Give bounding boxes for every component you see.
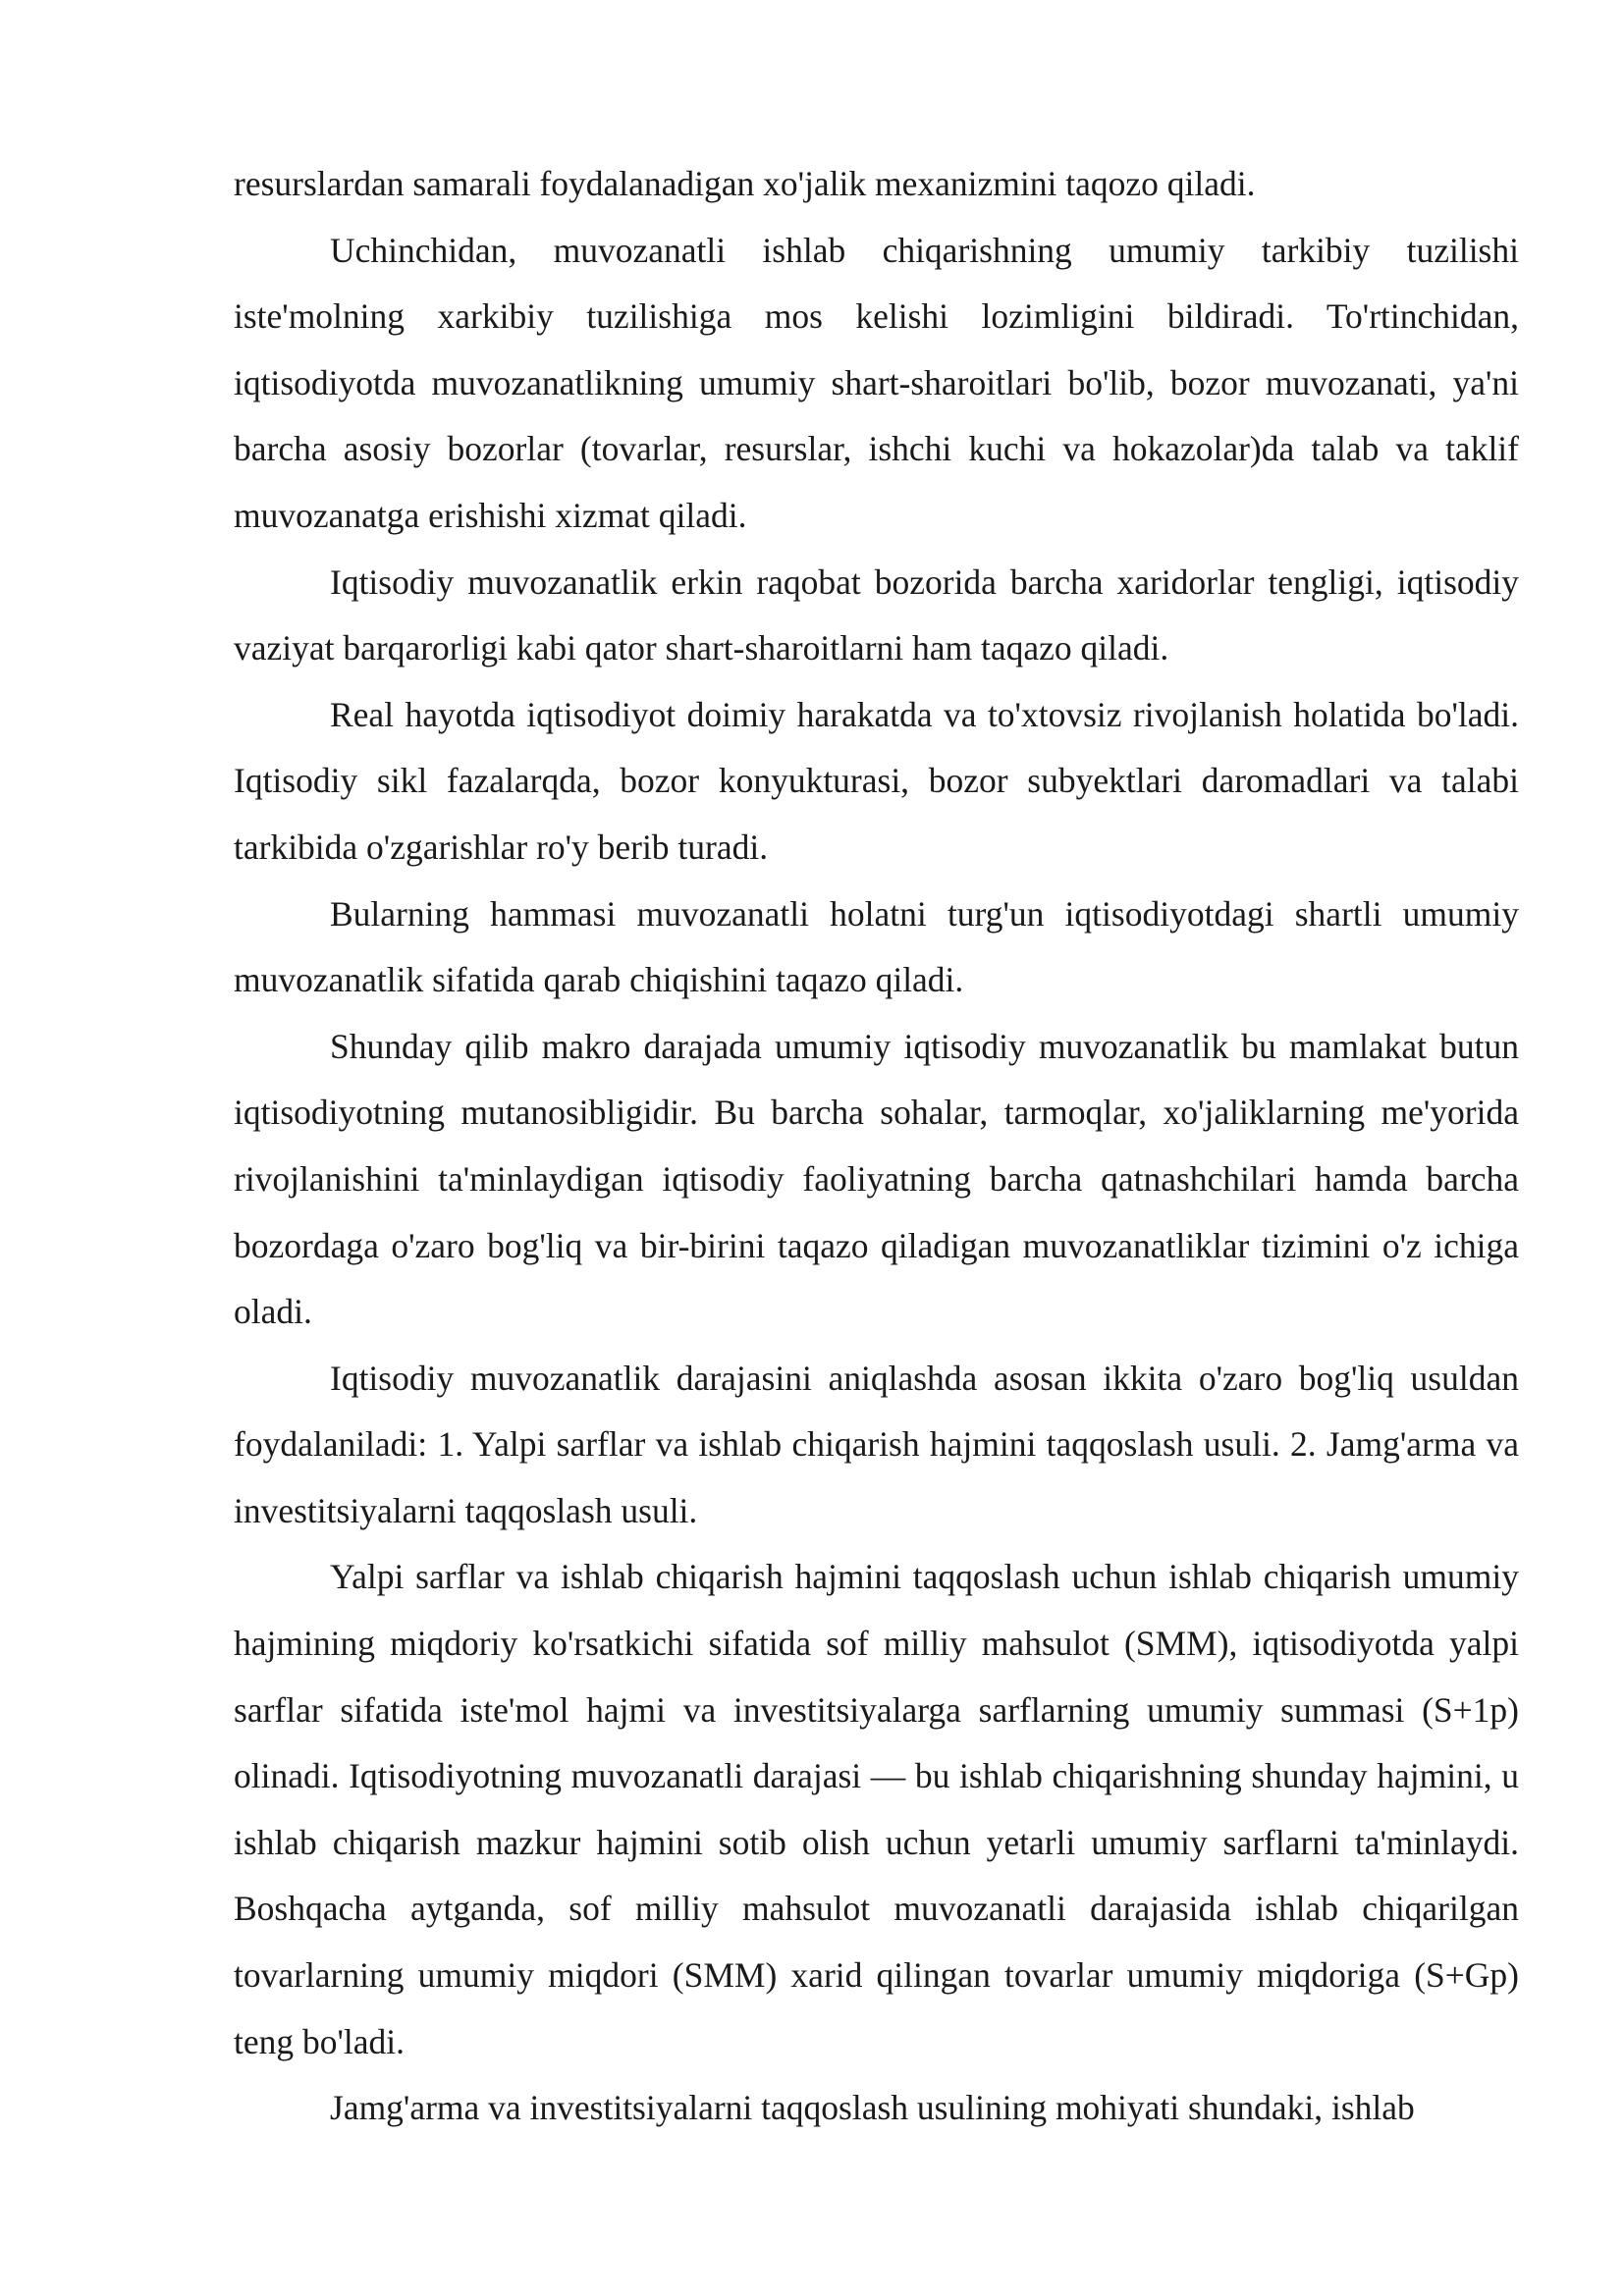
paragraph: Shunday qilib makro darajada umumiy iqtisodiy muvozanatlik bu mamlakat butun iqtisodiyotning mutanosibligidir. Bu barcha sohalar, tarmoqlar, xo'jaliklarning me'yorida rivojlanishini ta'minlaydigan iqtisodiy faoliyatning barcha qatnashchilari hamda barcha bozordaga o'zaro bog'liq va bir-birini taqazo qiladigan muvozanatliklar tizimini o'z ichiga oladi. [234,1026,1519,1332]
paragraph: Yalpi sarflar va ishlab chiqarish hajmini taqqoslash uchun ishlab chiqarish umumiy hajmining miqdoriy ko'rsatkichi sifatida sof milliy mahsulot (SMM), iqtisodiyotda yalpi sarflar sifatida iste'mol hajmi va investitsiyalarga sarflarning umumiy summasi (S+1p) olinadi. Iqtisodiyotning muvozanatli darajasi — bu ishlab chiqarishning shunday hajmini, u ishlab chiqarish mazkur hajmini sotib olish uchun yetarli umumiy sarflarni ta'minlaydi. Boshqacha aytganda, sof milliy mahsulot muvozanatli darajasida ishlab chiqarilgan tovarlarning umumiy miqdori (SMM) xarid qilingan tovarlar umumiy miqdoriga (S+Gp) teng bo'ladi. [234,1557,1519,2061]
paragraph: Bularning hammasi muvozanatli holatni turg'un iqtisodiyotdagi shartli umumiy muvozanatlik sifatida qarab chiqishini taqazo qiladi. [234,893,1519,1000]
paragraph-continuation: resurslardan samarali foydalanadigan xo'jalik mexanizmini taqozo qiladi. [234,164,1256,203]
paragraph-truncated: Jamg'arma va investitsiyalarni taqqoslash usulining mohiyati shundaki, ishlab [330,2088,1415,2128]
paragraph: Uchinchidan, muvozanatli ishlab chiqarishning umumiy tarkibiy tuzilishi iste'molning xarkibiy tuzilishiga mos kelishi lozimligini bildiradi. To'rtinchidan, iqtisodiyotda muvozanatlikning umumiy shart-sharoitlari bo'lib, bozor muvozanati, ya'ni barcha asosiy bozorlar (tovarlar, resurslar, ishchi kuchi va hokazolar)da talab va taklif muvozanatga erishishi xizmat qiladi. [234,230,1519,535]
paragraph: Iqtisodiy muvozanatlik erkin raqobat bozorida barcha xaridorlar tengligi, iqtisodiy vaziyat barqarorligi kabi qator shart-sharoitlarni ham taqazo qiladi. [234,561,1519,668]
paragraph: Iqtisodiy muvozanatlik darajasini aniqlashda asosan ikkita o'zaro bog'liq usuldan foydalaniladi: 1. Yalpi sarflar va ishlab chiqarish hajmini taqqoslash usuli. 2. Jamg'arma va investitsiyalarni taqqoslash usuli. [234,1358,1519,1530]
document-body [234,151,1519,2142]
paragraph: Real hayotda iqtisodiyot doimiy harakatda va to'xtovsiz rivojlanish holatida bo'ladi. Iqtisodiy sikl fazalarqda, bozor konyukturasi, bozor subyektlari daromadlari va talabi tarkibida o'zgarishlar ro'y berib turadi. [234,694,1519,867]
